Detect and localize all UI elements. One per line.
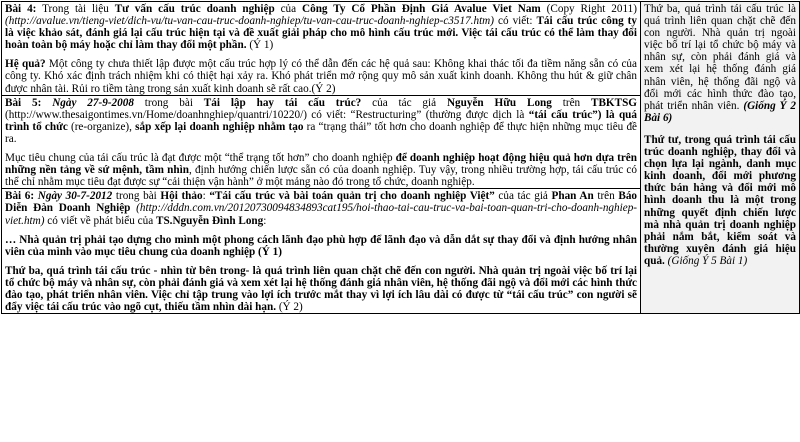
text-span: có viết: [494, 15, 537, 28]
text-span: của tác giả [494, 190, 552, 203]
text-span: trên [551, 96, 591, 109]
bai6-title: “Tái cấu trúc và bài toán quản trị cho doanh nghiệp Việt” [209, 190, 495, 203]
spacer [5, 145, 637, 152]
sidebar-cell [641, 2, 800, 314]
spacer [5, 51, 637, 58]
text-span: Thứ ba, quá trình tái cấu trúc là quá trình liên quan chặt chẽ đến con người. Nhà quản trị ngoài việc bố trí lại tổ chức bộ máy và nhân sự, còn phải đánh giá và xem xét lại hệ thống đánh giá nhân viên, hệ thống đãi ngộ và đổi mới các hình thức đào tạo, phát triển nhân viên. [644, 3, 796, 112]
text-span: Một công ty chưa thiết lập được một cấu trúc hợp lý có thể dẫn đến các hệ quả sau: Không khai thác tối đa tiềm năng sẵn có của công ty. Khó xác định trách nhiệm khi có thiệt hại xảy ra. Khó phát triển mở rộng quy mô sản xuất kinh doanh. Không thu hút & giữ chân được nhân tài. Rủi ro tiềm tàng trong sản xuất kinh doanh sẽ rất cao.(Ý 2) [5, 58, 637, 95]
sidebar-paragraph-1 [644, 3, 796, 124]
text-span: Mục tiêu chung của tái cấu trúc là đạt được một “thể trạng tốt hơn” cho doanh nghiệp [5, 152, 396, 165]
text-span: Thứ tư, trong quá trình tái cấu trúc doanh nghiệp, thay đổi và chọn lựa lại ngành, danh mục kinh doanh, đổi mới phương thức bán hàng và đổi mới mô hình doanh thu là một trong những quyết định chiến lược mà nhà quản trị doanh nghiệp phải nắm bắt, kiểm soát và thường xuyên đánh giá hiệu quả. [644, 133, 796, 267]
bai4-url: (http://avalue.vn/tieng-viet/dich-vu/tu-van-cau-truc-doanh-nghiep/tu-van-cau-truc-doanh-nghiep-c3517.htm) [5, 15, 494, 28]
bai4-paragraph-2 [5, 58, 637, 94]
spacer [644, 124, 796, 134]
sidebar-paragraph-2 [644, 134, 796, 267]
bai6-paper: Báo Diễn Đàn Doanh Nghiệp [5, 190, 638, 215]
spacer [5, 258, 637, 265]
text-span: trong bài [112, 190, 161, 203]
bai5-author: Nguyễn Hữu Long [446, 96, 552, 109]
text-span: của tác giả [361, 96, 447, 109]
text-span: ra “trạng thái” tốt hơn cho doanh nghiệp để thực hiện những mục tiêu đề ra. [5, 120, 637, 145]
text-span: trong bài [133, 96, 204, 109]
cell-bai6 [2, 189, 641, 314]
bai4-company: Công Ty Cổ Phần Định Giá Avalue Viet Nam [302, 3, 541, 15]
bai6-event: Hội thảo [160, 190, 203, 203]
sidebar-note-2: (Giống Ý 5 Bài 1) [667, 254, 748, 267]
bai4-quote: Tái cấu trúc công ty là việc khảo sát, đánh giá lại cấu trúc hiện tại và đề xuất giải pháp cho mô hình cấu trúc mới. Việc tái cấu trúc có thể làm thay đổi hoàn toàn bộ máy hoặc chỉ làm thay đổi một phần. [5, 15, 637, 52]
text-span: sắp xếp lại doanh nghiệp nhằm tạo [135, 120, 304, 133]
cell-bai5 [2, 95, 641, 189]
sidebar-note-1: (Giống Ý 2 Bài 6) [644, 99, 796, 124]
bai4-paragraph-1 [5, 3, 637, 51]
text-span: , định hướng chiến lược sẵn có của doanh nghiệp. Tuy vậy, trong nhiều trường hợp, tái cấu trúc có thể chỉ nhằm mục tiêu đạt được sự “cải thiện vận hành” ở một mảng nào đó trong tổ chức, doanh nghiệp. [5, 164, 637, 189]
bai5-title: Tái lập hay tái cấu trúc? [203, 96, 362, 109]
comparison-table [1, 1, 800, 314]
text-span: trên [593, 190, 619, 203]
cell-bai4 [2, 2, 641, 96]
bai6-paragraph-3 [5, 265, 637, 313]
row-bai4 [2, 2, 800, 96]
text-span: : [263, 214, 267, 227]
spacer [5, 227, 637, 234]
bai6-url: (http://dddn.com.vn/20120730094834893cat195/hoi-thao-tai-cau-truc-va-bai-toan-quan-tri-cho-doanh-nghiep-viet.htm) [5, 202, 638, 227]
bai4-label: Bài 4: [5, 3, 37, 15]
bai6-date: Ngày 30-7-2012 [37, 190, 113, 203]
bai5-paper: TBKTSG [591, 96, 638, 109]
text-span: “tái cấu trúc”) là quá trình tổ chức [5, 108, 637, 133]
bai4-consequence-lead: Hệ quả? [5, 58, 46, 71]
text-span: để doanh nghiệp hoạt động hiệu quả hơn dựa trên những nền tảng về sứ mệnh, tầm nhìn [5, 152, 637, 177]
text-span: Trong tài liệu [36, 3, 115, 15]
text-span: (Copy Right 2011) [540, 3, 637, 15]
bai4-source: Tư vấn cấu trúc doanh nghiệp [114, 3, 275, 15]
text-span: của [274, 3, 303, 15]
bai6-paragraph-2: … Nhà quản trị phải tạo dựng cho mình một phong cách lãnh đạo phù hợp để lãnh đạo và dẫn dắt sự thay đổi và định hướng nhân viên của mình vào mục tiêu chung của doanh nghiệp (Ý 1) [5, 233, 637, 258]
bai5-paragraph-2 [5, 152, 637, 188]
text-span: có viết về phát biểu của [44, 214, 156, 227]
bai6-speaker: TS.Nguyễn Đình Long [155, 214, 264, 227]
bai5-label: Bài 5: [5, 96, 42, 109]
bai5-date: Ngày 27-9-2008 [52, 96, 134, 109]
text-span: (Ý 1) [246, 39, 274, 52]
text-span: Thứ ba, quá trình tái cấu trúc - nhìn từ bên trong- là quá trình liên quan chặt chẽ đến con người. Nhà quản trị ngoài việc bố trí lại tổ chức bộ máy và nhân sự, còn phải đánh giá và xem xét lại hệ thống đánh giá nhân viên, hệ thống đãi ngộ và đổi mới các hình thức đào tạo, phát triển nhân viên. Việc chỉ tập trung vào lợi ích trước mắt thay vì lợi ích lâu dài có được từ “tái cấu trúc” con người sẽ đẩy việc tái cấu trúc vào ngõ cụt, thiếu tầm nhìn dài hạn. [5, 264, 637, 314]
text-span: : [202, 190, 210, 203]
bai6-paragraph-1 [5, 190, 637, 226]
text-span: (re-organize), [67, 120, 136, 133]
bai5-paragraph-1 [5, 97, 637, 145]
bai6-author: Phan An [551, 190, 594, 203]
text-span: (http://www.thesaigontimes.vn/Home/doanhnghiep/quantri/10220/) có viết: “Restructuring” (thường được dịch là [5, 108, 529, 121]
bai6-label: Bài 6: [5, 190, 35, 203]
text-span: (Ý 2) [278, 301, 303, 314]
